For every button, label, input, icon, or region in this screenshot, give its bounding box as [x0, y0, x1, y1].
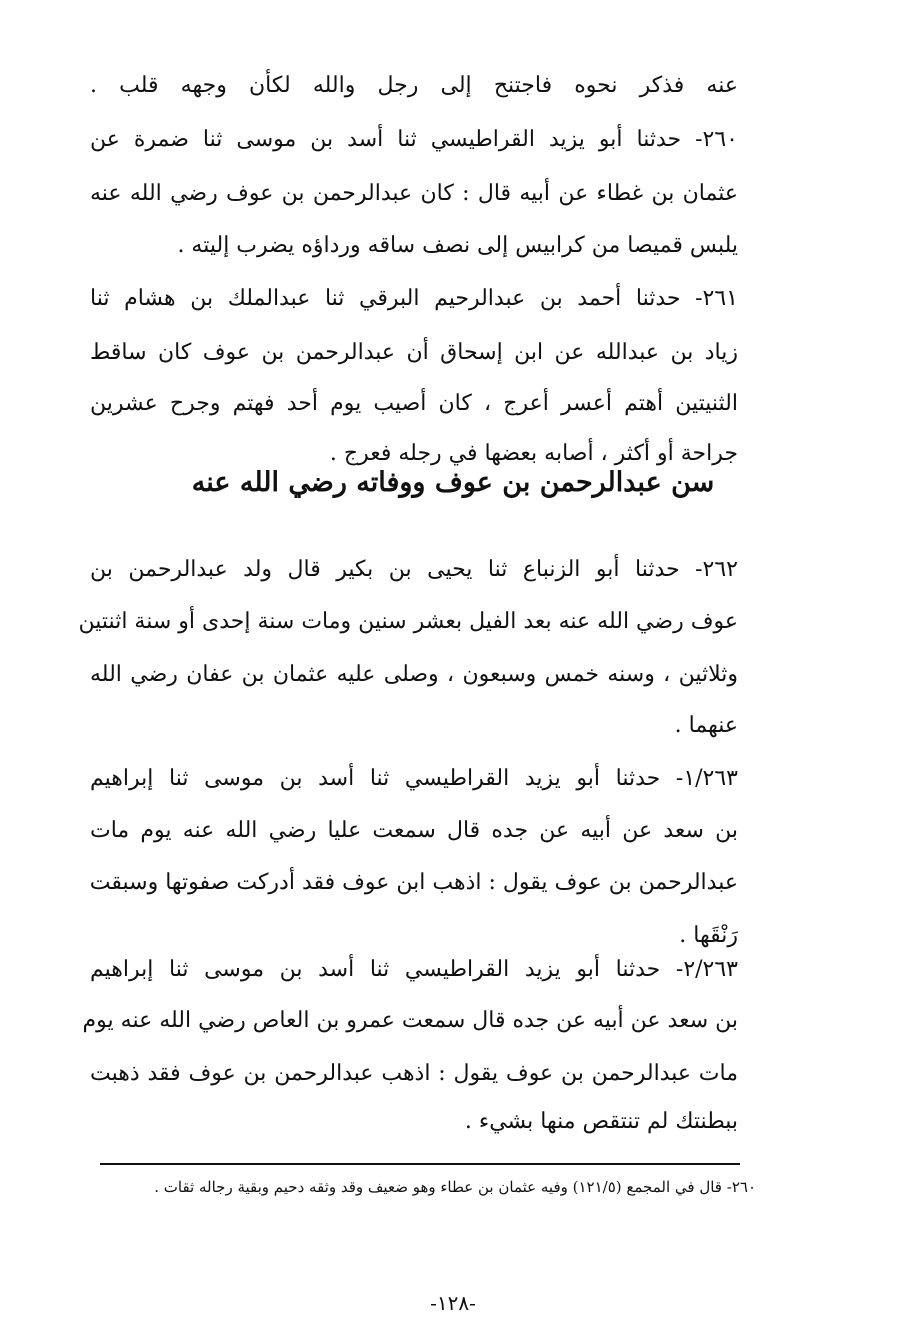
- text-line: عنه فذكر نحوه فاجتنح إلى رجل والله لكأن وجهه قلب .: [90, 73, 738, 98]
- text-line: ٢٦٢- حدثنا أبو الزنباع ثنا يحيى بن بكير قال ولد عبدالرحمن بن: [90, 557, 738, 582]
- text-line: الثنيتين أهتم أعسر أعرج ، كان أصيب يوم أحد فهتم وجرح عشرين: [90, 391, 738, 416]
- text-line: مات عبدالرحمن بن عوف يقول : اذهب عبدالرحمن بن عوف فقد ذهبت: [90, 1061, 738, 1086]
- text-line: عنهما .: [674, 713, 738, 738]
- text-line: ٢٦٠- حدثنا أبو يزيد القراطيسي ثنا أسد بن موسى ثنا ضمرة عن: [90, 127, 738, 152]
- footnote: ٢٦٠- قال في المجمع (١٢١/٥) وفيه عثمان بن عطاء وهو ضعيف وقد وثقه دحيم وبقية رجاله ثقات .: [154, 1178, 756, 1196]
- text-line: وثلاثين ، وسنه خمس وسبعون ، وصلى عليه عثمان بن عفان رضي الله: [90, 662, 738, 687]
- section-heading: سن عبدالرحمن بن عوف ووفاته رضي الله عنه: [191, 467, 715, 498]
- text-line: ١/٢٦٣- حدثنا أبو يزيد القراطيسي ثنا أسد بن موسى ثنا إبراهيم: [90, 766, 738, 791]
- text-line: ٢/٢٦٣- حدثنا أبو يزيد القراطيسي ثنا أسد بن موسى ثنا إبراهيم: [90, 957, 738, 982]
- text-line: بن سعد عن أبيه عن جده قال سمعت عليا رضي الله عنه يوم مات: [90, 818, 738, 843]
- text-line: جراحة أو أكثر ، أصابه بعضها في رجله فعرج .: [329, 441, 738, 466]
- page-number: -١٢٨-: [430, 1291, 476, 1315]
- text-line: يلبس قميصا من كرابيس إلى نصف ساقه ورداؤه يضرب إليته .: [177, 233, 738, 258]
- text-line: عبدالرحمن بن عوف يقول : اذهب ابن عوف فقد أدركت صفوتها وسبقت: [89, 870, 738, 895]
- text-line: ببطنتك لم تنتقص منها بشيء .: [464, 1109, 738, 1134]
- text-line: ٢٦١- حدثنا أحمد بن عبدالرحيم البرقي ثنا عبدالملك بن هشام ثنا: [90, 286, 738, 311]
- text-line: عوف رضي الله عنه بعد الفيل بعشر سنين ومات سنة إحدى أو سنة اثنتين: [78, 609, 738, 634]
- text-line: بن سعد عن أبيه عن جده قال سمعت عمرو بن العاص رضي الله عنه يوم: [82, 1008, 738, 1033]
- footnote-divider: [100, 1163, 740, 1165]
- text-line: زياد بن عبدالله عن ابن إسحاق أن عبدالرحمن بن عوف كان ساقط: [90, 340, 738, 365]
- text-line: رَنْقَها .: [679, 923, 738, 948]
- text-line: عثمان بن غطاء عن أبيه قال : كان عبدالرحمن بن عوف رضي الله عنه: [90, 181, 738, 206]
